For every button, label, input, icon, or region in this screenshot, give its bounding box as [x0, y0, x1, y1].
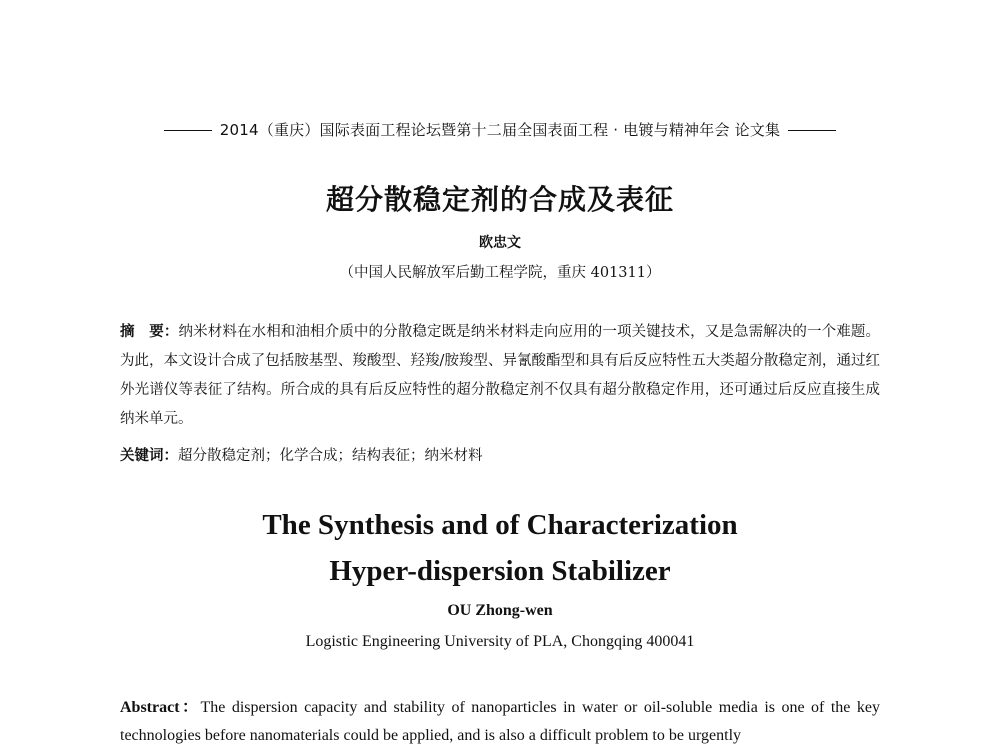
english-affiliation: Logistic Engineering University of PLA, Chongqing 400041 [305, 633, 695, 650]
english-abstract-label: Abstract： [120, 699, 201, 716]
chinese-affiliation: （中国人民解放军后勤工程学院，重庆 401311） [339, 265, 661, 281]
chinese-keywords-label: 关键词： [120, 448, 178, 464]
proceedings-title: 2014（重庆）国际表面工程论坛暨第十二届全国表面工程 · 电镀与精神年会 论文集 [219, 121, 781, 139]
header-rule-left [164, 130, 212, 131]
english-title-line-2: Hyper-dispersion Stabilizer [329, 555, 671, 587]
running-header [0, 119, 1000, 140]
chinese-abstract-text: 纳米材料在水相和油相介质中的分散稳定既是纳米材料走向应用的一项关键技术，又是急需解决的一个难题。为此，本文设计合成了包括胺基型、羧酸型、羟羧/胺羧型、异氰酸酯型和具有后反应特性五大类超分散稳定剂，通过红外光谱仪等表征了结构。所合成的具有后反应特性的超分散稳定剂不仅具有超分散稳定作用，还可通过后反应直接生成纳米单元。 [120, 324, 881, 427]
english-author: OU Zhong-wen [447, 602, 553, 619]
chinese-title: 超分散稳定剂的合成及表征 [325, 183, 674, 216]
header-rule-right [788, 130, 836, 131]
english-abstract [120, 694, 880, 750]
chinese-author: 欧忠文 [479, 235, 521, 251]
chinese-abstract [120, 318, 880, 434]
chinese-abstract-label: 摘 要： [120, 324, 179, 340]
english-abstract-text: The dispersion capacity and stability of nanoparticles in water or oil-soluble media is one of the key technologies before nanomaterials could be applied, and is also a difficult problem to be urgently [120, 699, 880, 744]
chinese-keywords-text: 超分散稳定剂；化学合成；结构表征；纳米材料 [178, 448, 483, 464]
english-title-line-1: The Synthesis and of Characterization [262, 509, 738, 541]
chinese-keywords [120, 444, 880, 465]
